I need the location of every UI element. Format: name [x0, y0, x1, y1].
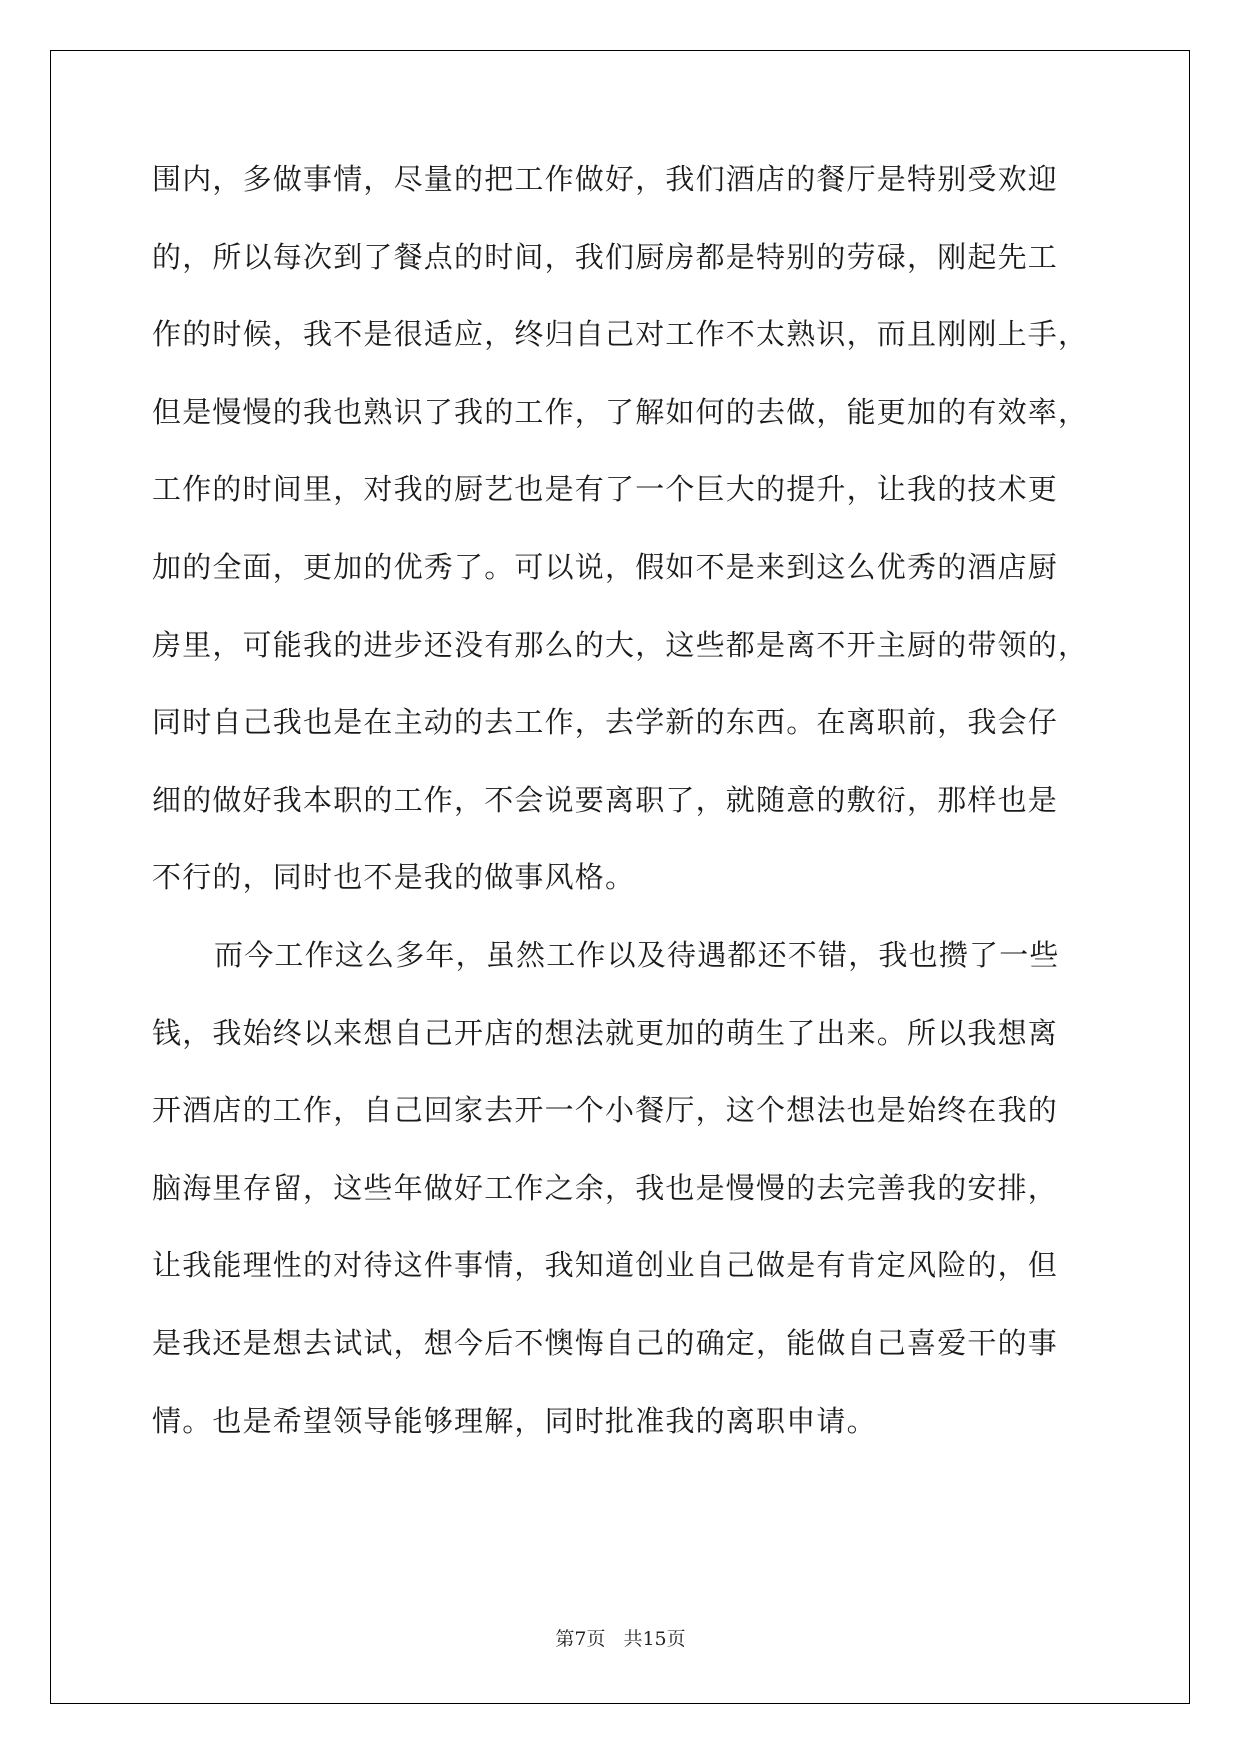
text-line: 但是慢慢的我也熟识了我的工作，了解如何的去做，能更加的有效率，: [152, 394, 1089, 429]
document-body: [152, 160, 1112, 1479]
page-number-current: 第7页: [555, 1628, 606, 1650]
paragraph-start-line: 而今工作这么多年，虽然工作以及待遇都还不错，我也攒了一些: [214, 937, 1060, 972]
text-line: 是我还是想去试试，想今后不懊悔自己的确定，能做自己喜爱干的事: [152, 1325, 1059, 1360]
text-line: 作的时候，我不是很适应，终归自己对工作不太熟识，而且刚刚上手，: [152, 317, 1089, 352]
text-line: 情。也是希望领导能够理解，同时批准我的离职申请。: [152, 1403, 877, 1438]
text-line: 钱，我始终以来想自己开店的想法就更加的萌生了出来。所以我想离: [152, 1015, 1059, 1050]
text-line: 开酒店的工作，自己回家去开一个小餐厅，这个想法也是始终在我的: [152, 1093, 1059, 1128]
text-line: 的，所以每次到了餐点的时间，我们厨房都是特别的劳碌，刚起先工: [152, 239, 1059, 274]
page-footer: [0, 1627, 1241, 1651]
text-line: 同时自己我也是在主动的去工作，去学新的东西。在离职前，我会仔: [152, 705, 1059, 740]
text-line: 脑海里存留，这些年做好工作之余，我也是慢慢的去完善我的安排，: [152, 1170, 1059, 1205]
page-number-total: 共15页: [623, 1628, 686, 1650]
text-line: 加的全面，更加的优秀了。可以说，假如不是来到这么优秀的酒店厨: [152, 549, 1059, 584]
text-line: 让我能理性的对待这件事情，我知道创业自己做是有肯定风险的，但: [152, 1248, 1059, 1283]
text-line: 工作的时间里，对我的厨艺也是有了一个巨大的提升，让我的技术更: [152, 472, 1059, 507]
text-line: 房里，可能我的进步还没有那么的大，这些都是离不开主厨的带领的，: [152, 627, 1089, 662]
text-line: 围内，多做事情，尽量的把工作做好，我们酒店的餐厅是特别受欢迎: [152, 162, 1059, 196]
text-line: 细的做好我本职的工作，不会说要离职了，就随意的敷衍，那样也是: [152, 782, 1059, 817]
text-line: 不行的，同时也不是我的做事风格。: [152, 860, 636, 895]
